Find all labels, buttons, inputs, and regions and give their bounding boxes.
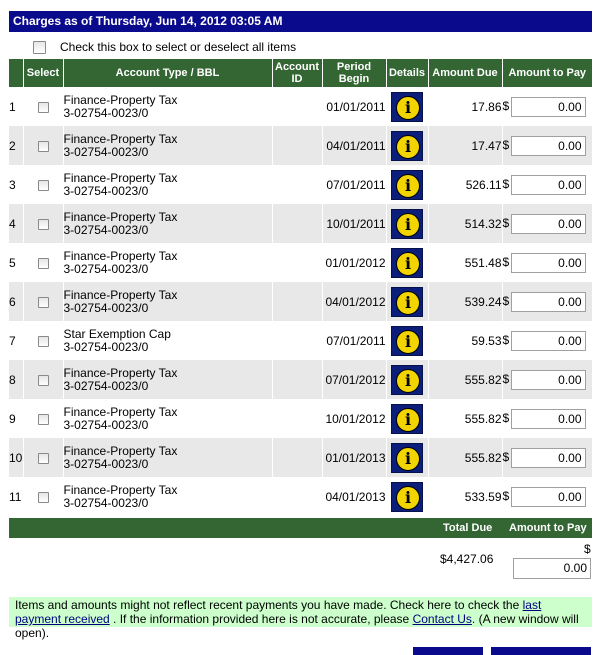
account-type: Finance-Property Tax [63,170,178,185]
table-row [9,204,592,243]
charges-table-body [9,87,592,516]
row-number: 1 [9,87,23,126]
account-id [272,477,322,516]
account-id [272,165,322,204]
amount-due: 17.47 [428,126,502,165]
currency-symbol: $ [502,215,510,230]
account-bbl: 3-02754-0023/0 [63,144,149,159]
amount-due: 533.59 [428,477,502,516]
account-cell [63,360,272,399]
amount-to-pay-input[interactable]: 0.00 [511,214,586,234]
contact-us-link[interactable]: Contact Us [412,612,472,626]
account-bbl: 3-02754-0023/0 [63,183,149,198]
row-select-checkbox[interactable] [38,336,49,347]
account-type: Finance-Property Tax [63,209,178,224]
amount-to-pay-cell [502,282,592,321]
row-number: 4 [9,204,23,243]
account-type: Finance-Property Tax [63,131,178,146]
amount-to-pay-input[interactable]: 0.00 [511,409,586,429]
total-due-label: Total Due [443,522,493,534]
currency-symbol: $ [502,254,510,269]
account-id [272,87,322,126]
account-cell [63,282,272,321]
info-icon: i [396,252,420,276]
details-cell [386,282,428,321]
amount-due: 539.24 [428,282,502,321]
row-select-cell [23,360,63,399]
amount-due: 59.53 [428,321,502,360]
row-select-checkbox[interactable] [38,375,49,386]
amount-to-pay-cell [502,126,592,165]
amount-to-pay-cell [502,243,592,282]
select-all-checkbox[interactable] [33,41,46,54]
account-cell [63,438,272,477]
amount-to-pay-cell [502,165,592,204]
account-type: Finance-Property Tax [63,92,178,107]
details-button[interactable] [391,209,423,239]
period-begin: 01/01/2012 [322,243,386,282]
info-icon: i [396,486,420,510]
column-header-num [9,59,23,87]
account-bbl: 3-02754-0023/0 [63,495,149,510]
info-icon: i [396,96,420,120]
table-row [9,360,592,399]
row-select-cell [23,243,63,282]
account-id [272,204,322,243]
currency-symbol: $ [502,449,510,464]
row-select-checkbox[interactable] [38,453,49,464]
notice-text-2: . If the information provided here is not accurate, please [109,612,413,626]
row-select-cell [23,438,63,477]
currency-symbol: $ [502,98,510,113]
table-row [9,282,592,321]
row-select-checkbox[interactable] [38,258,49,269]
amount-to-pay-cell [502,438,592,477]
row-number: 8 [9,360,23,399]
period-begin: 04/01/2012 [322,282,386,321]
amount-to-pay-cell [502,399,592,438]
row-select-checkbox[interactable] [38,492,49,503]
amount-to-pay-cell [502,87,592,126]
details-cell [386,87,428,126]
account-bbl: 3-02754-0023/0 [63,261,149,276]
amount-to-pay-input[interactable]: 0.00 [511,97,586,117]
currency-symbol: $ [502,293,510,308]
amount-to-pay-input[interactable]: 0.00 [511,448,586,468]
column-header-select: Select [23,59,63,87]
account-cell [63,399,272,438]
info-icon: i [396,213,420,237]
account-type: Finance-Property Tax [63,443,178,458]
account-id [272,126,322,165]
row-select-checkbox[interactable] [38,180,49,191]
info-icon: i [396,447,420,471]
account-bbl: 3-02754-0023/0 [63,339,149,354]
details-cell [386,204,428,243]
period-begin: 01/01/2013 [322,438,386,477]
amount-to-pay-input[interactable]: 0.00 [511,487,586,507]
table-row [9,438,592,477]
row-select-cell [23,321,63,360]
details-cell [386,165,428,204]
charges-table [9,59,592,516]
amount-to-pay-input[interactable]: 0.00 [511,292,586,312]
currency-symbol: $ [502,137,510,152]
total-due-value: $4,427.06 [440,552,494,566]
account-bbl: 3-02754-0023/0 [63,300,149,315]
total-amount-to-pay-label: Amount to Pay [509,522,587,534]
account-bbl: 3-02754-0023/0 [63,222,149,237]
account-cell [63,321,272,360]
amount-to-pay-input[interactable]: 0.00 [511,331,586,351]
column-header-amount-due: Amount Due [428,59,502,87]
details-cell [386,126,428,165]
row-select-cell [23,282,63,321]
account-bbl: 3-02754-0023/0 [63,378,149,393]
table-row [9,399,592,438]
details-button[interactable] [391,248,423,278]
column-header-details: Details [386,59,428,87]
bottom-button-left[interactable] [413,647,483,655]
amount-due: 526.11 [428,165,502,204]
account-cell [63,87,272,126]
details-button[interactable] [391,131,423,161]
info-icon: i [396,330,420,354]
row-select-cell [23,477,63,516]
account-id [272,438,322,477]
currency-symbol: $ [502,332,510,347]
amount-to-pay-cell [502,321,592,360]
row-select-checkbox[interactable] [38,297,49,308]
account-type: Finance-Property Tax [63,248,178,263]
info-icon: i [396,408,420,432]
row-number: 7 [9,321,23,360]
row-number: 5 [9,243,23,282]
row-select-checkbox[interactable] [38,219,49,230]
account-bbl: 3-02754-0023/0 [63,456,149,471]
column-header-amount-to-pay: Amount to Pay [502,59,592,87]
table-row [9,165,592,204]
table-row [9,477,592,516]
period-begin: 04/01/2011 [322,126,386,165]
details-cell [386,477,428,516]
row-number: 2 [9,126,23,165]
select-all-row [33,39,297,55]
amount-to-pay-input[interactable]: 0.00 [511,370,586,390]
details-button[interactable] [391,482,423,512]
row-select-checkbox[interactable] [38,102,49,113]
table-row [9,126,592,165]
account-id [272,243,322,282]
row-number: 6 [9,282,23,321]
amount-to-pay-cell [502,204,592,243]
amount-to-pay-input[interactable]: 0.00 [511,175,586,195]
row-number: 11 [9,477,23,516]
amount-due: 555.82 [428,360,502,399]
row-select-cell [23,126,63,165]
amount-to-pay-input[interactable]: 0.00 [511,253,586,273]
table-header-row [9,59,592,87]
amount-to-pay-cell [502,477,592,516]
row-select-checkbox[interactable] [38,141,49,152]
account-id [272,360,322,399]
amount-due: 514.32 [428,204,502,243]
period-begin: 01/01/2011 [322,87,386,126]
account-type: Finance-Property Tax [63,404,178,419]
notice-text-1: Items and amounts might not reflect recent payments you have made. Check here to check the [15,598,523,612]
table-row [9,87,592,126]
details-button[interactable] [391,287,423,317]
account-type: Finance-Property Tax [63,365,178,380]
info-icon: i [396,291,420,315]
row-number: 9 [9,399,23,438]
details-cell [386,438,428,477]
amount-due: 551.48 [428,243,502,282]
charges-header-title: Charges as of Thursday, Jun 14, 2012 03:05 AM [13,14,283,28]
period-begin: 07/01/2012 [322,360,386,399]
details-cell [386,321,428,360]
amount-due: 17.86 [428,87,502,126]
row-select-cell [23,87,63,126]
table-row [9,243,592,282]
details-cell [386,243,428,282]
account-cell [63,126,272,165]
bottom-button-right[interactable] [491,647,591,655]
account-id [272,282,322,321]
row-select-checkbox[interactable] [38,414,49,425]
account-cell [63,204,272,243]
row-number: 10 [9,438,23,477]
row-number: 3 [9,165,23,204]
account-bbl: 3-02754-0023/0 [63,417,149,432]
amount-due: 555.82 [428,438,502,477]
column-header-account-id: Account ID [272,59,322,87]
period-begin: 10/01/2011 [322,204,386,243]
details-cell [386,399,428,438]
account-cell [63,477,272,516]
account-type: Finance-Property Tax [63,482,178,497]
amount-due: 555.82 [428,399,502,438]
account-cell [63,165,272,204]
row-select-cell [23,204,63,243]
period-begin: 07/01/2011 [322,321,386,360]
notice-text-3: . (A new window will open). [15,612,579,640]
info-icon: i [396,135,420,159]
details-button[interactable] [391,404,423,434]
account-id [272,321,322,360]
table-row [9,321,592,360]
period-begin: 10/01/2012 [322,399,386,438]
total-currency-symbol: $ [584,542,591,556]
last-payment-link[interactable]: last payment received [15,598,542,626]
currency-symbol: $ [502,410,510,425]
currency-symbol: $ [502,488,510,503]
column-header-period-begin: Period Begin [322,59,386,87]
period-begin: 04/01/2013 [322,477,386,516]
amount-to-pay-input[interactable]: 0.00 [511,136,586,156]
row-select-cell [23,399,63,438]
account-id [272,399,322,438]
charges-header [9,11,592,32]
details-button[interactable] [391,443,423,473]
details-button[interactable] [391,365,423,395]
total-amount-to-pay-input[interactable]: 0.00 [513,558,591,579]
row-select-cell [23,165,63,204]
details-button[interactable] [391,92,423,122]
info-icon: i [396,369,420,393]
select-all-label: Check this box to select or deselect all items [60,40,297,54]
account-type: Finance-Property Tax [63,287,178,302]
column-header-account-type: Account Type / BBL [63,59,272,87]
currency-symbol: $ [502,371,510,386]
details-cell [386,360,428,399]
info-icon: i [396,174,420,198]
account-bbl: 3-02754-0023/0 [63,105,149,120]
amount-to-pay-cell [502,360,592,399]
totals-bar [9,518,592,538]
account-cell [63,243,272,282]
currency-symbol: $ [502,176,510,191]
details-button[interactable] [391,326,423,356]
account-type: Star Exemption Cap [63,326,171,341]
period-begin: 07/01/2011 [322,165,386,204]
payment-notice [9,597,592,640]
details-button[interactable] [391,170,423,200]
